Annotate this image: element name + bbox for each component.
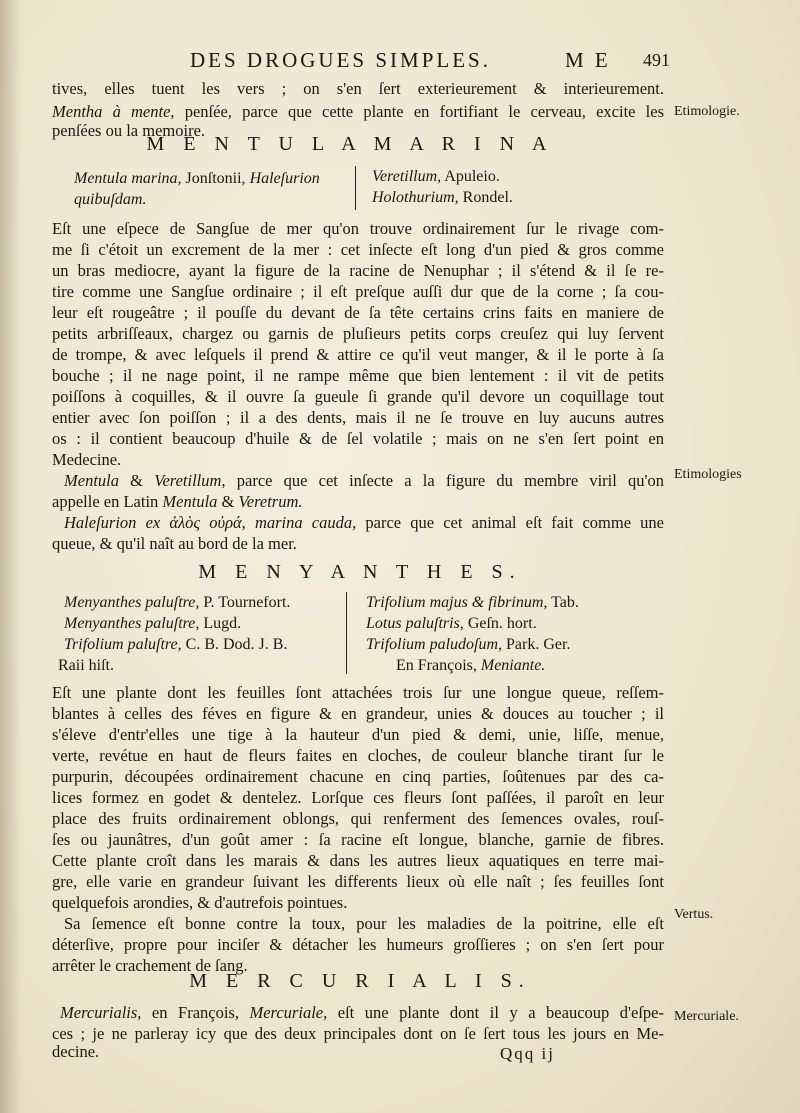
text-line: arrêter le crachement de ſang. [52, 956, 248, 975]
text-line: ces ; je ne parleray icy que des deux principales dont on ſe ſert tous les jours en Me- [52, 1024, 664, 1043]
text-line: s'éleve d'entr'elles une tige à la hauteur d'un pied & demi, unie, liſſe, menue, [52, 725, 664, 744]
text-line: petits arbriſſeaux, chargez ou garnis de pluſieurs petits corps creuſez qui luy ſervent [52, 324, 664, 343]
synonym [58, 655, 290, 676]
text-line: place des fruits ordinairement oblongs, qui renferment des ſemences ovales, rouſ- [52, 809, 664, 828]
synonym [366, 655, 579, 676]
synonym-name: Haleſurion [245, 170, 320, 187]
synonym [372, 166, 513, 187]
synonym-name: Menyanthes paluſtre, [64, 594, 200, 611]
text-line: Cette plante croît dans les marais & dans les autres lieux aquatiques en terre mai- [52, 851, 664, 870]
text-line: lices formez en godet & dentelez. Lorſque ces fleurs ſont paſſées, il paroît en leur [52, 788, 664, 807]
synonym [58, 613, 290, 634]
synonym-name: Trifolium majus & fibrinum, [366, 594, 548, 611]
text-line: entier avec ſon poiſſon ; il a des dents, mais il ne ſe trouve en luy aucuns autres [52, 408, 664, 427]
text-line: Eſt une plante dont les feuilles ſont attachées trois ſur une longue queue, reſſem- [52, 683, 664, 702]
text-line: de trompe, & avec leſquels il prend & attire ce qu'il veut manger, & il le porte à ſa [52, 345, 664, 364]
synonyms-right [372, 166, 513, 208]
text-span: & [217, 492, 239, 511]
synonym-name: Menyanthes paluſtre, [64, 615, 200, 632]
text-line: ſes ou jaunâtres, d'un goût amer : ſa racine eſt longue, blanche, garnie de fibres. [52, 830, 664, 849]
mercurialis-line [60, 1002, 664, 1023]
synonym-name: Mentula marina, [74, 170, 182, 187]
text-line: poiſſons à coquilles, & il ouvre ſa gueule ſi grande qu'il devore un coquillage tout [52, 387, 664, 406]
synonym-author: Tab. [547, 594, 579, 611]
synonym [366, 613, 579, 634]
synonym-author: Raii hiſt. [58, 657, 114, 674]
text-span: penſée, parce que cette plante en fortifiant le cerveau, excite les [174, 102, 664, 121]
text-span: parce que cet animal eſt fait comme une [356, 513, 664, 532]
synonym-author: Apuleio. [441, 168, 500, 185]
running-head [60, 48, 690, 78]
term: Haleſurion ex ἀλὸς οὐρά, marina cauda, [64, 513, 357, 532]
margin-note-vertus: Vertus. [674, 907, 714, 922]
margin-note-mercuriale: Mercuriale. [674, 1009, 739, 1024]
text-line: tives, elles tuent les vers ; on s'en ſert exterieurement & interieurement. [52, 79, 664, 98]
running-head-title: DES DROGUES SIMPLES. [190, 48, 491, 72]
synonym-author: Lugd. [199, 615, 242, 632]
term: Mentula [64, 471, 119, 490]
text-line: me ſi c'étoit un excrement de la mer : cet inſecte eſt long d'un pied & gros comme [52, 240, 664, 259]
text-line: os : il contient beaucoup d'huile & de ſel volatile ; mais on ne s'en ſert point en [52, 429, 664, 448]
term: Veretrum. [238, 492, 303, 511]
synonym-author: Park. Ger. [502, 636, 571, 653]
text-line: leur eſt rougeâtre ; il pouſſe du devant de ſa tête certains crins faits en maniere de [52, 303, 664, 322]
text-line: queue, & qu'il naît au bord de la mer. [52, 534, 297, 553]
text-span: eſt une plante dont il y a beaucoup d'eſpe- [327, 1003, 664, 1022]
synonym-name: Trifolium paluſtre, [64, 636, 182, 653]
text-span: & [119, 471, 155, 490]
text-line: déterſive, propre pour inciſer & détacher les humeurs groſſieres ; on s'en ſert pour [52, 935, 664, 954]
synonym-name: Lotus paluſtris, [366, 615, 464, 632]
synonym-name: Trifolium paludoſum, [366, 636, 503, 653]
synonym [74, 168, 320, 189]
column-divider [355, 166, 356, 210]
etymology-line [64, 470, 664, 491]
synonyms-left [74, 168, 320, 210]
text-span: parce que cet inſecte a la figure du membre viril qu'on [225, 471, 664, 490]
signature-mark: Qqq ij [500, 1044, 555, 1063]
synonym-name: Veretillum, [372, 168, 442, 185]
column-divider [346, 592, 347, 674]
synonym-author: C. B. Dod. J. B. [181, 636, 288, 653]
text-line: tire comme une Sangſue ordinaire ; il eſt preſque auſſi dur que de la corne ; ſa cou- [52, 282, 664, 301]
term: Mercuriale, [249, 1003, 328, 1022]
synonym-author: P. Tournefort. [199, 594, 291, 611]
synonym-author: Jonſtonii, [181, 170, 246, 187]
term: Veretillum, [154, 471, 226, 490]
text-line: purpurin, découpées ordinairement chacune en cinq parties, ſoûtenues par des ca- [52, 767, 664, 786]
synonym [74, 189, 320, 210]
synonyms-left [58, 592, 290, 676]
synonym-name: quibuſdam. [74, 191, 147, 208]
binding-shadow [0, 0, 22, 1113]
synonym [372, 187, 513, 208]
text-line: verte, revétue en haut de fleurs faites en cloches, de couleur blanche tirant ſur le [52, 746, 664, 765]
synonym [58, 592, 290, 613]
section-title-menyanthes: M E N Y A N T H E S. [198, 561, 522, 583]
margin-note-etimologies: Etimologies [674, 467, 742, 482]
synonym-author: Geſn. hort. [463, 615, 537, 632]
text-line: bouche ; il ne nage point, il ne rampe même que bien lentement : il vit de petits [52, 366, 664, 385]
etymology-line [64, 512, 664, 533]
section-title-mercurialis: M E R C U R I A L I S. [189, 970, 531, 992]
term: Mentula [162, 492, 218, 511]
text-line: decine. [52, 1042, 100, 1061]
synonyms-right [366, 592, 579, 676]
text-line: un bras mediocre, ayant la figure de la racine de Nenuphar ; il s'étend & il ſe re- [52, 261, 664, 280]
text-line: penſées ou la memoire. [52, 121, 206, 140]
text-line: Medecine. [52, 450, 122, 469]
synonym [366, 634, 579, 655]
term: Mercurialis, [60, 1003, 142, 1022]
text-line: gre, elle varie en grandeur ſuivant les differents lieux où elle naît ; ſes feuilles ſont [52, 872, 664, 891]
text-line: quelquefois arondies, & d'autrefois pointues. [52, 893, 348, 912]
text-line: Eſt une eſpece de Sangſue de mer qu'on trouve ordinairement ſur le rivage com- [52, 219, 664, 238]
term: Mentha à mente, [52, 102, 175, 121]
synonym-author: En François, [396, 657, 481, 674]
text-span: en François, [141, 1003, 250, 1022]
text-line: blantes à celles des féves en figure & en grandeur, unies & douces au toucher ; il [52, 704, 664, 723]
section-title-mentula-marina: M E N T U L A M A R I N A [146, 133, 554, 155]
etymology-line [52, 491, 664, 512]
running-head-letters: M E [565, 48, 611, 72]
synonym-author: Rondel. [458, 189, 513, 206]
page-number: 491 [643, 50, 670, 70]
margin-note-etimologie: Etimologie. [674, 104, 740, 119]
text-line: Sa ſemence eſt bonne contre la toux, pour les maladies de la poitrine, elle eſt [64, 914, 664, 933]
synonym-name: Meniante. [480, 657, 546, 674]
synonym [366, 592, 579, 613]
synonym-name: Holothurium, [372, 189, 459, 206]
synonym [58, 634, 290, 655]
text-span: appelle en Latin [52, 492, 163, 511]
